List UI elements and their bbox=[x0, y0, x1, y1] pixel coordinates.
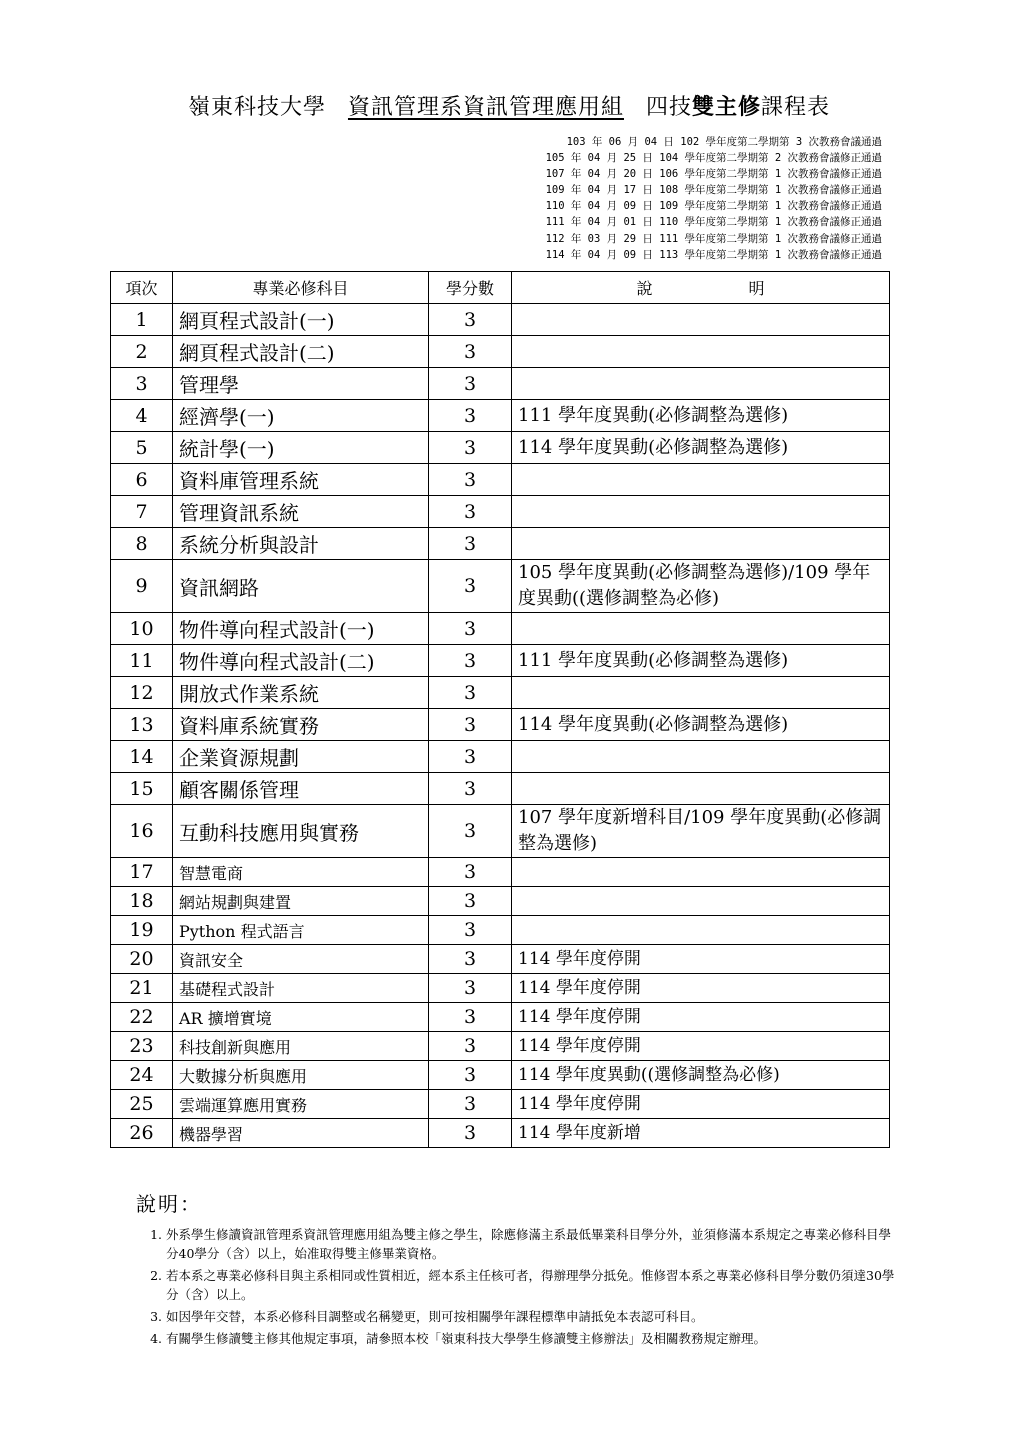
course-name: 資料庫系統實務 bbox=[173, 709, 429, 741]
approval-line: 111 年 04 月 01 日 110 學年度第二學期第 1 次教務會議修正通過 bbox=[545, 216, 882, 229]
row-index: 2 bbox=[111, 336, 173, 368]
table-row bbox=[111, 464, 890, 496]
row-index: 25 bbox=[111, 1090, 173, 1119]
course-credits: 3 bbox=[429, 336, 512, 368]
course-name: 開放式作業系統 bbox=[173, 677, 429, 709]
course-credits: 3 bbox=[429, 805, 512, 858]
course-credits: 3 bbox=[429, 496, 512, 528]
course-note: 114 學年度停開 bbox=[512, 945, 890, 974]
table-row bbox=[111, 1119, 890, 1148]
course-note: 114 學年度停開 bbox=[512, 1003, 890, 1032]
header-note: 說 明 bbox=[512, 272, 890, 304]
course-note: 114 學年度停開 bbox=[512, 1090, 890, 1119]
course-note: 105 學年度異動(必修調整為選修)/109 學年度異動((選修調整為必修) bbox=[512, 560, 890, 613]
row-index: 16 bbox=[111, 805, 173, 858]
table-row bbox=[111, 613, 890, 645]
table-row bbox=[111, 528, 890, 560]
row-index: 1 bbox=[111, 304, 173, 336]
course-name: 網頁程式設計(一) bbox=[173, 304, 429, 336]
table-row bbox=[111, 496, 890, 528]
row-index: 26 bbox=[111, 1119, 173, 1148]
table-row bbox=[111, 1032, 890, 1061]
table-row bbox=[111, 400, 890, 432]
course-name: AR 擴增實境 bbox=[173, 1003, 429, 1032]
course-credits: 3 bbox=[429, 858, 512, 887]
course-credits: 3 bbox=[429, 945, 512, 974]
approval-line: 114 年 04 月 09 日 113 學年度第二學期第 1 次教務會議修正通過 bbox=[545, 248, 882, 261]
course-credits: 3 bbox=[429, 368, 512, 400]
table-row bbox=[111, 1090, 890, 1119]
row-index: 8 bbox=[111, 528, 173, 560]
note-item: 4. 有關學生修讀雙主修其他規定事項，請參照本校「嶺東科技大學學生修讀雙主修辦法」及相關教務規定辦理。 bbox=[166, 1329, 896, 1348]
notes-heading: 說明： bbox=[136, 1192, 202, 1216]
row-index: 10 bbox=[111, 613, 173, 645]
row-index: 7 bbox=[111, 496, 173, 528]
course-note bbox=[512, 464, 890, 496]
school-name: 嶺東科技大學 bbox=[187, 95, 326, 120]
department-name: 資訊管理系資訊管理應用組 bbox=[347, 95, 624, 120]
course-name: 機器學習 bbox=[173, 1119, 429, 1148]
page-title bbox=[0, 90, 1018, 121]
row-index: 9 bbox=[111, 560, 173, 613]
program-prefix: 四技 bbox=[645, 95, 692, 120]
notes-list bbox=[136, 1225, 896, 1348]
note-item: 3. 如因學年交替，本系必修科目調整或名稱變更，則可按相關學年課程標準申請抵免本表認可科目。 bbox=[166, 1307, 896, 1326]
course-name: 物件導向程式設計(二) bbox=[173, 645, 429, 677]
approval-history bbox=[546, 134, 882, 263]
course-credits: 3 bbox=[429, 1003, 512, 1032]
course-credits: 3 bbox=[429, 741, 512, 773]
approval-line: 105 年 04 月 25 日 104 學年度第二學期第 2 次教務會議修正通過 bbox=[545, 152, 882, 165]
course-name: 管理資訊系統 bbox=[173, 496, 429, 528]
approval-line: 109 年 04 月 17 日 108 學年度第二學期第 1 次教務會議修正通過 bbox=[545, 184, 882, 197]
course-name: 顧客關係管理 bbox=[173, 773, 429, 805]
course-note: 114 學年度異動(必修調整為選修) bbox=[512, 432, 890, 464]
course-credits: 3 bbox=[429, 1090, 512, 1119]
course-name: 網頁程式設計(二) bbox=[173, 336, 429, 368]
approval-line: 103 年 06 月 04 日 102 學年度第二學期第 3 次教務會議通過 bbox=[566, 136, 882, 148]
course-note bbox=[512, 496, 890, 528]
course-name: 雲端運算應用實務 bbox=[173, 1090, 429, 1119]
header-credits: 學分數 bbox=[429, 272, 512, 304]
row-index: 18 bbox=[111, 887, 173, 916]
table-row bbox=[111, 741, 890, 773]
course-table bbox=[110, 271, 890, 1148]
row-index: 17 bbox=[111, 858, 173, 887]
row-index: 3 bbox=[111, 368, 173, 400]
table-row bbox=[111, 858, 890, 887]
course-note bbox=[512, 741, 890, 773]
course-name: 資訊網路 bbox=[173, 560, 429, 613]
header-index: 項次 bbox=[111, 272, 173, 304]
table-row bbox=[111, 560, 890, 613]
course-note bbox=[512, 304, 890, 336]
course-note: 114 學年度新增 bbox=[512, 1119, 890, 1148]
course-name: 物件導向程式設計(一) bbox=[173, 613, 429, 645]
course-note bbox=[512, 336, 890, 368]
course-note bbox=[512, 677, 890, 709]
course-name: 企業資源規劃 bbox=[173, 741, 429, 773]
course-name: 管理學 bbox=[173, 368, 429, 400]
course-credits: 3 bbox=[429, 645, 512, 677]
course-credits: 3 bbox=[429, 1119, 512, 1148]
table-row bbox=[111, 1003, 890, 1032]
row-index: 13 bbox=[111, 709, 173, 741]
table-row bbox=[111, 645, 890, 677]
course-note bbox=[512, 613, 890, 645]
course-name: 智慧電商 bbox=[173, 858, 429, 887]
course-name: 資訊安全 bbox=[173, 945, 429, 974]
course-credits: 3 bbox=[429, 916, 512, 945]
table-row bbox=[111, 773, 890, 805]
table-row bbox=[111, 805, 890, 858]
course-note bbox=[512, 916, 890, 945]
course-note bbox=[512, 858, 890, 887]
course-credits: 3 bbox=[429, 1032, 512, 1061]
course-note: 114 學年度異動(必修調整為選修) bbox=[512, 709, 890, 741]
header-course: 專業必修科目 bbox=[173, 272, 429, 304]
course-note: 111 學年度異動(必修調整為選修) bbox=[512, 645, 890, 677]
course-note bbox=[512, 528, 890, 560]
course-credits: 3 bbox=[429, 974, 512, 1003]
approval-line: 112 年 03 月 29 日 111 學年度第二學期第 1 次教務會議修正通過 bbox=[545, 232, 882, 245]
note-item: 1. 外系學生修讀資訊管理系資訊管理應用組為雙主修之學生，除應修滿主系最低畢業科目學分外，並須修滿本系規定之專業必修科目學分40學分（含）以上，始准取得雙主修畢業資格。 bbox=[166, 1225, 896, 1263]
table-row bbox=[111, 887, 890, 916]
table-row bbox=[111, 916, 890, 945]
course-name: 科技創新與應用 bbox=[173, 1032, 429, 1061]
course-name: 互動科技應用與實務 bbox=[173, 805, 429, 858]
row-index: 11 bbox=[111, 645, 173, 677]
note-item: 2. 若本系之專業必修科目與主系相同或性質相近，經本系主任核可者，得辦理學分抵免。惟修習本系之專業必修科目學分數仍須達30學分（含）以上。 bbox=[166, 1266, 896, 1304]
table-row bbox=[111, 974, 890, 1003]
row-index: 4 bbox=[111, 400, 173, 432]
course-note bbox=[512, 773, 890, 805]
course-name: 經濟學(一) bbox=[173, 400, 429, 432]
table-row bbox=[111, 368, 890, 400]
course-note bbox=[512, 887, 890, 916]
row-index: 24 bbox=[111, 1061, 173, 1090]
row-index: 20 bbox=[111, 945, 173, 974]
table-header-row bbox=[111, 272, 890, 304]
course-note: 107 學年度新增科目/109 學年度異動(必修調整為選修) bbox=[512, 805, 890, 858]
notes-section bbox=[136, 1188, 896, 1351]
course-credits: 3 bbox=[429, 773, 512, 805]
course-name: 資料庫管理系統 bbox=[173, 464, 429, 496]
course-credits: 3 bbox=[429, 560, 512, 613]
program-suffix: 課程表 bbox=[761, 95, 831, 120]
row-index: 14 bbox=[111, 741, 173, 773]
table-row bbox=[111, 432, 890, 464]
course-name: 大數據分析與應用 bbox=[173, 1061, 429, 1090]
course-name: 基礎程式設計 bbox=[173, 974, 429, 1003]
approval-line: 107 年 04 月 20 日 106 學年度第二學期第 1 次教務會議修正通過 bbox=[545, 168, 882, 181]
course-name: 網站規劃與建置 bbox=[173, 887, 429, 916]
table-row bbox=[111, 304, 890, 336]
course-credits: 3 bbox=[429, 887, 512, 916]
row-index: 12 bbox=[111, 677, 173, 709]
course-name: 統計學(一) bbox=[173, 432, 429, 464]
row-index: 15 bbox=[111, 773, 173, 805]
course-credits: 3 bbox=[429, 709, 512, 741]
row-index: 5 bbox=[111, 432, 173, 464]
course-note: 111 學年度異動(必修調整為選修) bbox=[512, 400, 890, 432]
row-index: 23 bbox=[111, 1032, 173, 1061]
course-credits: 3 bbox=[429, 1061, 512, 1090]
row-index: 6 bbox=[111, 464, 173, 496]
course-note: 114 學年度停開 bbox=[512, 974, 890, 1003]
table-row bbox=[111, 709, 890, 741]
course-note bbox=[512, 368, 890, 400]
course-note: 114 學年度異動((選修調整為必修) bbox=[512, 1061, 890, 1090]
course-note: 114 學年度停開 bbox=[512, 1032, 890, 1061]
table-row bbox=[111, 945, 890, 974]
row-index: 21 bbox=[111, 974, 173, 1003]
row-index: 19 bbox=[111, 916, 173, 945]
table-row bbox=[111, 336, 890, 368]
table-row bbox=[111, 677, 890, 709]
course-credits: 3 bbox=[429, 432, 512, 464]
course-name: Python 程式語言 bbox=[173, 916, 429, 945]
course-credits: 3 bbox=[429, 304, 512, 336]
approval-line: 110 年 04 月 09 日 109 學年度第二學期第 1 次教務會議修正通過 bbox=[545, 200, 882, 213]
course-credits: 3 bbox=[429, 677, 512, 709]
course-credits: 3 bbox=[429, 400, 512, 432]
course-name: 系統分析與設計 bbox=[173, 528, 429, 560]
table-row bbox=[111, 1061, 890, 1090]
course-credits: 3 bbox=[429, 464, 512, 496]
row-index: 22 bbox=[111, 1003, 173, 1032]
course-credits: 3 bbox=[429, 613, 512, 645]
course-credits: 3 bbox=[429, 528, 512, 560]
program-type: 雙主修 bbox=[692, 94, 762, 120]
